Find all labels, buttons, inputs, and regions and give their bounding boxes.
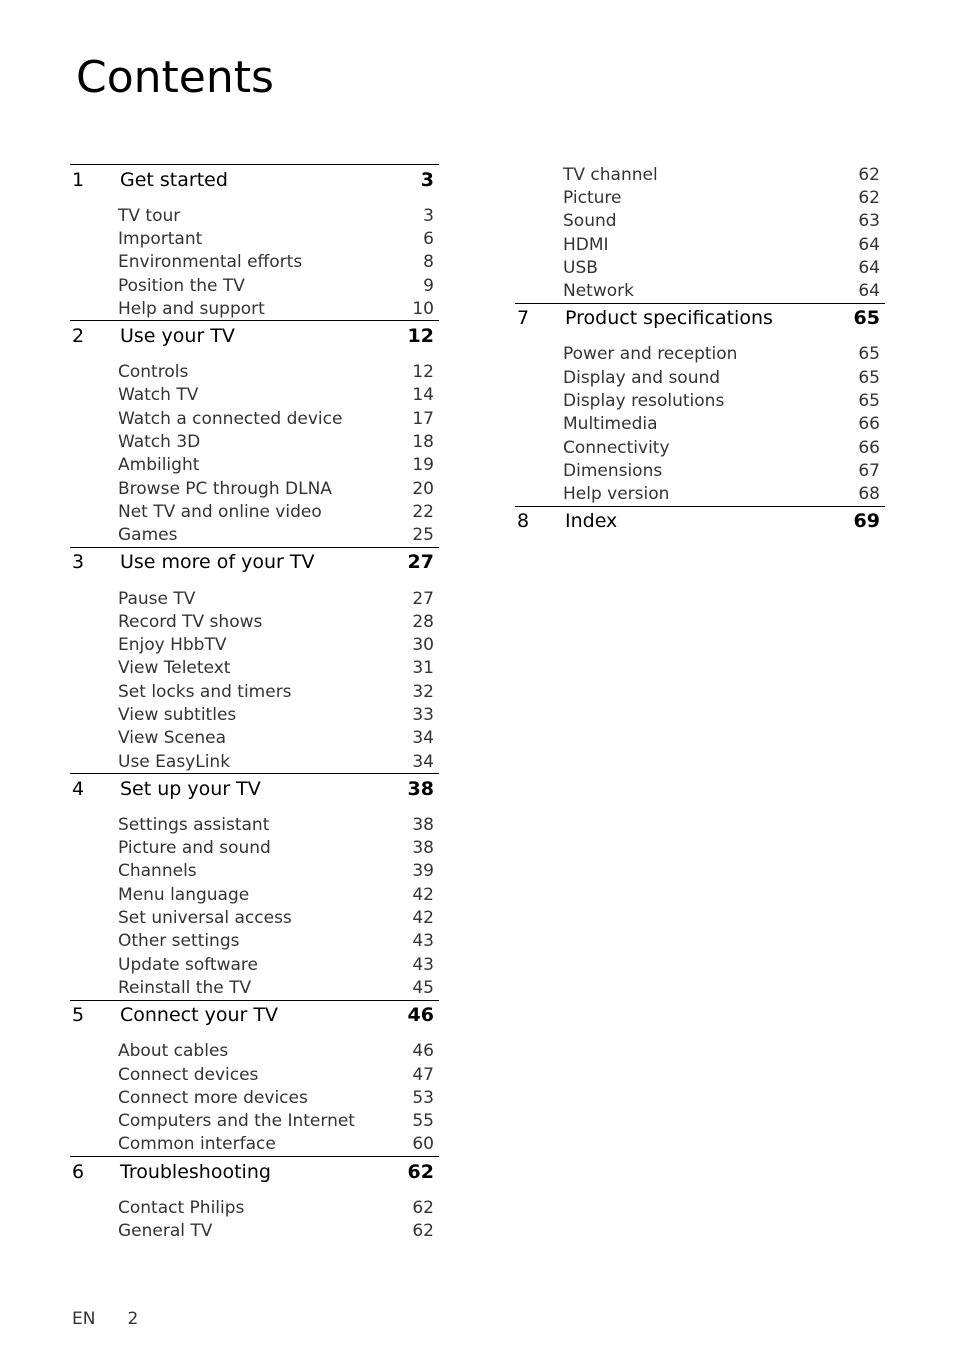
toc-item[interactable] [70,1040,439,1063]
toc-item-page: 63 [858,211,880,232]
toc-item-title: Games [118,525,178,546]
chapter-items [70,360,439,546]
toc-chapter [70,773,439,999]
toc-item-title: Ambilight [118,455,200,476]
toc-item-title: Help and support [118,298,265,319]
toc-item-page: 10 [412,298,434,319]
toc-item-title: Connect devices [118,1064,259,1085]
toc-item[interactable] [70,500,439,523]
toc-item-title: View Teletext [118,658,231,679]
toc-item-page: 62 [412,1221,434,1242]
toc-item-title: Contact Philips [118,1197,245,1218]
chapter-items [70,1040,439,1156]
chapter-items [70,813,439,999]
toc-chapter [515,506,885,536]
chapter-heading[interactable] [70,773,439,803]
toc-item-title: Multimedia [563,414,658,435]
toc-item-page: 8 [423,252,434,273]
toc-item-title: Help version [563,484,670,505]
toc-item-title: Important [118,228,203,249]
toc-item-page: 47 [412,1064,434,1085]
toc-item-title: View Scenea [118,728,226,749]
toc-item-title: Enjoy HbbTV [118,635,227,656]
chapter-items [515,343,885,506]
toc-chapter [70,1000,439,1156]
toc-item[interactable] [70,587,439,610]
chapter-title: Index [565,510,618,533]
toc-item-title: General TV [118,1221,213,1242]
toc-chapter [70,547,439,773]
toc-item[interactable] [70,1086,439,1109]
toc-item-title: Connectivity [563,437,670,458]
toc-item[interactable] [70,727,439,750]
toc-item-page: 65 [858,391,880,412]
toc-item-page: 38 [412,814,434,835]
chapter-title: Use your TV [120,324,235,347]
toc-item[interactable] [70,813,439,836]
toc-item-title: Update software [118,954,258,975]
chapter-number: 4 [72,777,85,800]
toc-item-title: Controls [118,362,189,383]
toc-item[interactable] [515,210,885,233]
page-title: Contents [76,52,274,103]
chapter-page: 12 [407,324,434,347]
toc-item[interactable] [70,477,439,500]
footer-page-number: 2 [127,1309,139,1329]
toc-item-page: 19 [412,455,434,476]
toc-item-title: Watch TV [118,385,199,406]
toc-item[interactable] [70,1110,439,1133]
toc-item-title: Watch 3D [118,432,201,453]
toc-item-title: Picture [563,187,622,208]
toc-item[interactable] [515,233,885,256]
toc-item[interactable] [70,906,439,929]
toc-item-page: 64 [858,281,880,302]
toc-right-column [515,163,885,546]
toc-item[interactable] [70,227,439,250]
toc-item[interactable] [70,524,439,547]
chapter-number: 6 [72,1160,85,1183]
toc-item-page: 30 [412,635,434,656]
toc-item[interactable] [70,657,439,680]
toc-item-page: 42 [412,884,434,905]
toc-chapter [70,320,439,546]
toc-item[interactable] [70,1063,439,1086]
toc-item-title: Display and sound [563,367,721,388]
chapter-page: 27 [407,551,434,574]
toc-item-title: Other settings [118,931,240,952]
toc-item[interactable] [70,384,439,407]
toc-item-page: 62 [858,187,880,208]
toc-item-title: Network [563,281,634,302]
toc-item-page: 34 [412,751,434,772]
toc-item-page: 60 [412,1134,434,1155]
toc-item[interactable] [70,454,439,477]
toc-item-title: Pause TV [118,588,196,609]
toc-item-page: 14 [412,385,434,406]
toc-item[interactable] [70,953,439,976]
chapter-items [70,587,439,773]
toc-item-title: Use EasyLink [118,751,231,772]
toc-item-title: Menu language [118,884,250,905]
toc-item-page: 33 [412,704,434,725]
toc-item-title: Common interface [118,1134,276,1155]
toc-item[interactable] [70,407,439,430]
chapter-page: 65 [853,307,880,330]
toc-item-page: 65 [858,344,880,365]
toc-item-title: TV channel [563,164,658,185]
chapter-page: 62 [407,1160,434,1183]
toc-item[interactable] [515,436,885,459]
chapter-number: 8 [517,510,530,533]
toc-item-page: 46 [412,1041,434,1062]
toc-item[interactable] [70,680,439,703]
toc-item-title: Record TV shows [118,611,263,632]
toc-item-title: Sound [563,211,617,232]
chapter-items [70,1196,439,1243]
toc-item[interactable] [515,343,885,366]
toc-item-title: Net TV and online video [118,501,322,522]
toc-item[interactable] [70,360,439,383]
toc-item-page: 9 [423,275,434,296]
toc-item[interactable] [515,366,885,389]
toc-item-title: About cables [118,1041,229,1062]
toc-item-page: 6 [423,228,434,249]
chapter-heading[interactable] [70,164,439,194]
toc-item[interactable] [70,1133,439,1156]
toc-item[interactable] [515,163,885,186]
toc-item[interactable] [70,703,439,726]
chapter-title: Use more of your TV [120,551,315,574]
chapter-heading[interactable] [70,320,439,350]
toc-item-page: 25 [412,525,434,546]
chapter-number: 5 [72,1004,85,1027]
toc-item-page: 66 [858,437,880,458]
toc-item-page: 62 [412,1197,434,1218]
toc-item-title: Set locks and timers [118,681,292,702]
toc-item-page: 66 [858,414,880,435]
toc-item-title: Connect more devices [118,1087,308,1108]
toc-item[interactable] [70,1219,439,1242]
toc-item[interactable] [515,389,885,412]
toc-item-page: 42 [412,908,434,929]
toc-item[interactable] [70,430,439,453]
toc-item[interactable] [70,837,439,860]
toc-item-page: 43 [412,931,434,952]
chapter-heading[interactable] [70,547,439,577]
chapter-heading[interactable] [70,1156,439,1186]
toc-item-title: Reinstall the TV [118,977,252,998]
chapter-number: 7 [517,307,530,330]
chapter-title: Set up your TV [120,777,261,800]
toc-item-page: 64 [858,234,880,255]
toc-chapter [515,303,885,506]
chapter-items [70,204,439,320]
toc-item-page: 64 [858,257,880,278]
toc-item[interactable] [70,750,439,773]
toc-item[interactable] [70,204,439,227]
chapter-number: 3 [72,551,85,574]
toc-item[interactable] [70,883,439,906]
toc-item-title: Dimensions [563,460,663,481]
toc-chapter [70,1156,439,1243]
toc-item-page: 3 [423,205,434,226]
toc-item-title: Computers and the Internet [118,1111,355,1132]
toc-item-page: 39 [412,861,434,882]
toc-item-title: HDMI [563,234,609,255]
toc-item[interactable] [70,297,439,320]
toc-item-title: Environmental efforts [118,252,303,273]
toc-item-page: 20 [412,478,434,499]
chapter-title: Connect your TV [120,1004,278,1027]
toc-item[interactable] [70,274,439,297]
toc-item-page: 18 [412,432,434,453]
toc-item-page: 45 [412,977,434,998]
toc-item-title: TV tour [118,205,181,226]
chapter-heading[interactable] [515,303,885,333]
chapter-heading[interactable] [515,506,885,536]
toc-item[interactable] [70,610,439,633]
toc-item[interactable] [515,256,885,279]
toc-item[interactable] [70,860,439,883]
chapter-page: 3 [420,168,434,191]
toc-item[interactable] [70,251,439,274]
toc-item[interactable] [515,279,885,302]
toc-item[interactable] [70,930,439,953]
toc-item-page: 32 [412,681,434,702]
chapter-title: Get started [120,168,228,191]
toc-item-title: Settings assistant [118,814,270,835]
toc-item-page: 34 [412,728,434,749]
toc-item-title: Power and reception [563,344,738,365]
toc-item-page: 62 [858,164,880,185]
toc-item-page: 28 [412,611,434,632]
toc-item-page: 22 [412,501,434,522]
toc-item-page: 68 [858,484,880,505]
toc-item-title: USB [563,257,598,278]
toc-item-page: 67 [858,460,880,481]
toc-item-title: Display resolutions [563,391,725,412]
toc-item[interactable] [515,186,885,209]
toc-left-column [70,164,439,1243]
chapter-page: 38 [407,777,434,800]
toc-item-page: 65 [858,367,880,388]
chapter-page: 69 [853,510,880,533]
toc-item-page: 27 [412,588,434,609]
continued-section-list [515,163,885,303]
toc-item[interactable] [70,633,439,656]
toc-item[interactable] [70,976,439,999]
toc-item-title: Watch a connected device [118,408,343,429]
toc-item-page: 53 [412,1087,434,1108]
toc-item-page: 12 [412,362,434,383]
footer-language: EN [72,1309,96,1329]
toc-chapter [70,164,439,320]
toc-item-title: Browse PC through DLNA [118,478,332,499]
toc-item-title: Position the TV [118,275,245,296]
chapter-page: 46 [407,1004,434,1027]
toc-item-page: 31 [412,658,434,679]
chapter-title: Product specifications [565,307,773,330]
toc-item-title: Channels [118,861,197,882]
toc-item[interactable] [515,483,885,506]
chapter-number: 1 [72,168,85,191]
toc-item-title: View subtitles [118,704,237,725]
toc-item-page: 17 [412,408,434,429]
toc-item-title: Set universal access [118,908,292,929]
toc-item-title: Picture and sound [118,838,271,859]
toc-item[interactable] [70,1196,439,1219]
toc-item[interactable] [515,459,885,482]
chapter-number: 2 [72,324,85,347]
page-footer [72,1309,138,1329]
toc-item-page: 38 [412,838,434,859]
toc-item-page: 55 [412,1111,434,1132]
toc-item-page: 43 [412,954,434,975]
toc-item[interactable] [515,413,885,436]
chapter-heading[interactable] [70,1000,439,1030]
chapter-title: Troubleshooting [120,1160,271,1183]
